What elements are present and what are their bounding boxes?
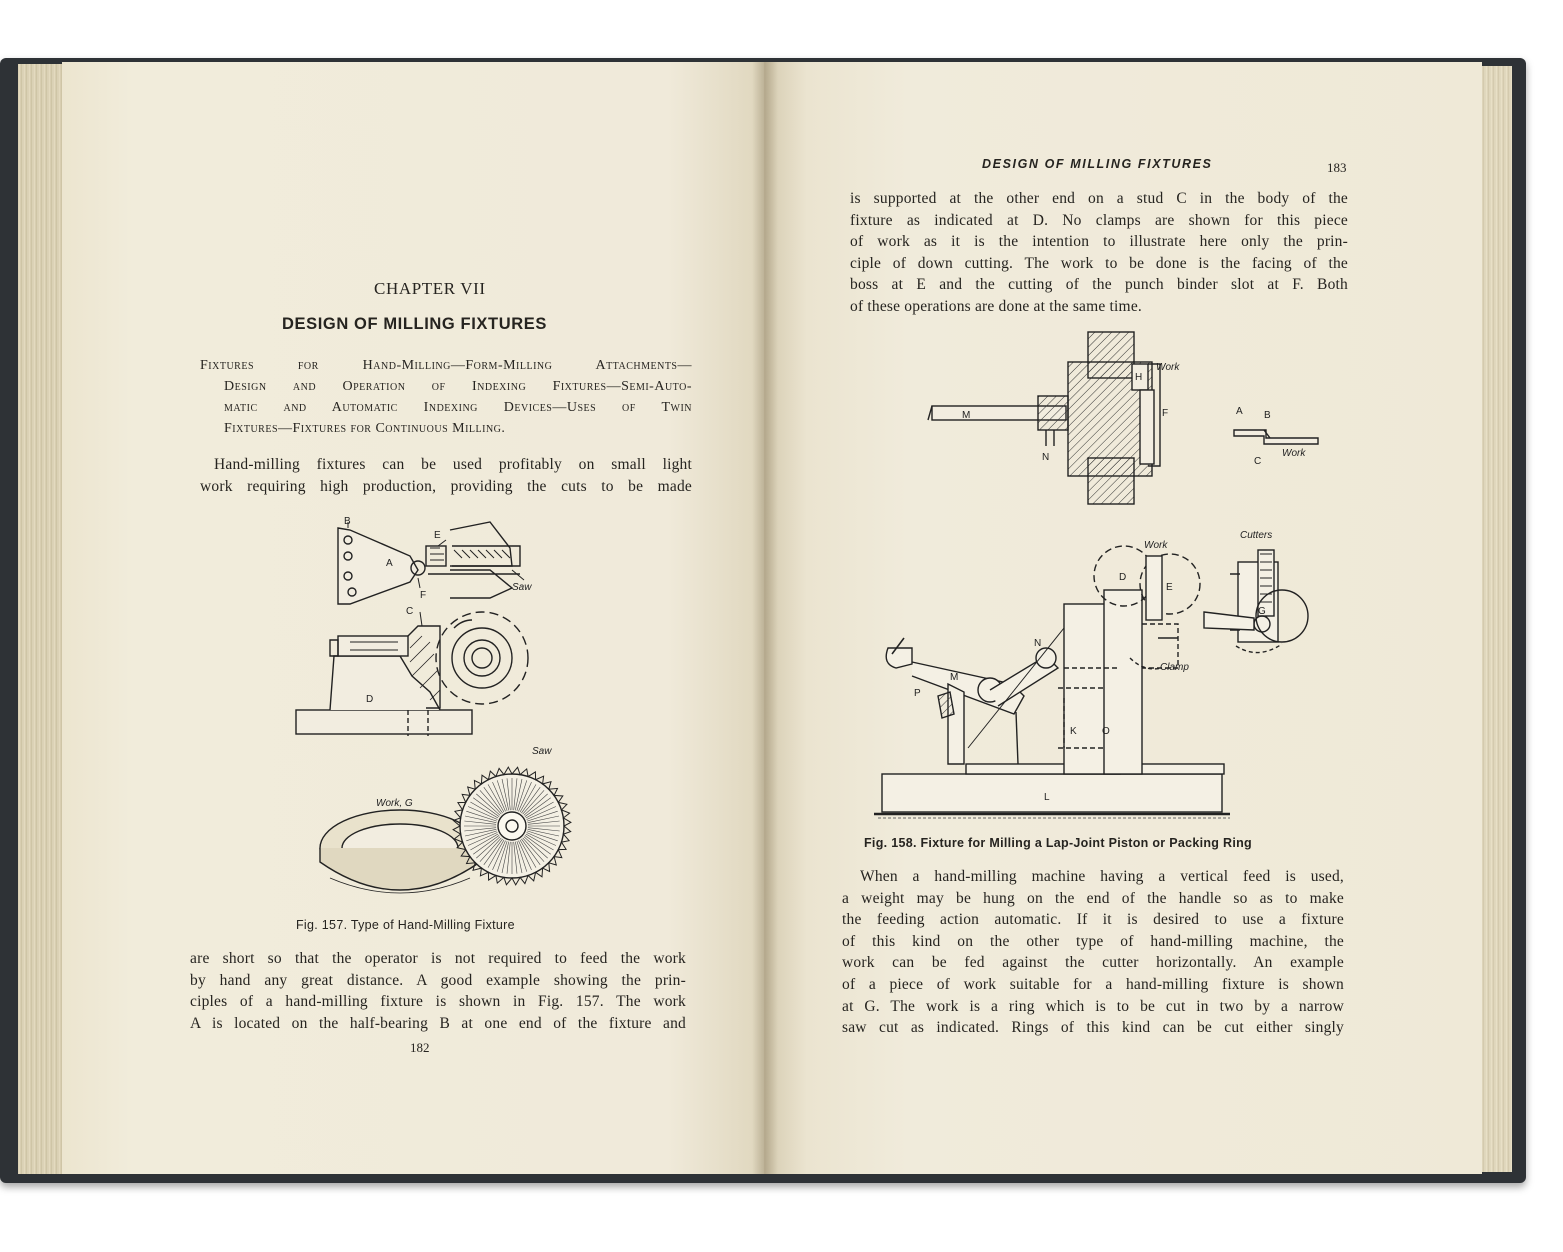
running-head: DESIGN OF MILLING FIXTURES <box>982 157 1213 171</box>
text-line: is supported at the other end on a stud C in the body of the <box>850 190 1348 207</box>
page-number-right: 183 <box>1327 160 1347 175</box>
figure-158 <box>878 328 1338 828</box>
fig158-label-cutters: Cutters <box>1240 530 1273 541</box>
fig158-label-K: K <box>1070 726 1077 737</box>
fig157-label-C: C <box>406 606 414 617</box>
text-line: a weight may be hung on the end of the handle so as to make <box>842 889 1344 907</box>
page-number-left: 182 <box>410 1040 430 1055</box>
fig157-label-F: F <box>420 590 427 601</box>
text-line: ciple of down cutting. The work to be done is the facing of the <box>850 254 1348 272</box>
fig158-label-L: L <box>1044 792 1050 803</box>
book-gutter <box>752 62 778 1174</box>
fig158-label-work-2: Work <box>1282 448 1306 459</box>
text-line: are short so that the operator is not required to feed the work <box>190 950 686 967</box>
fig157-caption: Fig. 157. Type of Hand-Milling Fixture <box>296 918 515 932</box>
text-line: Hand-milling fixtures can be used profitably on small light <box>214 456 692 473</box>
text-line: the feeding action automatic. If it is desired to use a fixture <box>842 911 1344 929</box>
text-line: work requiring high production, providing the cuts to be made <box>200 477 692 495</box>
fig157-label-E: E <box>434 530 441 541</box>
text-line: saw cut as indicated. Rings of this kind can be cut either singly <box>842 1019 1344 1037</box>
chapter-title: DESIGN OF MILLING FIXTURES <box>282 315 547 333</box>
fig158-label-C: C <box>1254 456 1262 467</box>
chapter-synopsis <box>200 355 692 439</box>
bottom-paragraph-right <box>842 866 1344 1039</box>
fig158-label-B: B <box>1264 410 1271 421</box>
synopsis-line: Design and Operation of Indexing Fixtures—Semi-Auto- <box>224 379 692 394</box>
fig157-label-work-g: Work, G <box>376 798 413 809</box>
fig158-label-N: N <box>1042 452 1050 463</box>
fig157-label-saw-2: Saw <box>532 746 552 757</box>
fig158-label-E: E <box>1166 582 1173 593</box>
fig158-label-clamp: Clamp <box>1160 662 1189 673</box>
text-line: boss at E and the cutting of the punch binder slot at F. Both <box>850 276 1348 294</box>
fig157-label-B: B <box>344 516 351 527</box>
text-line: When a hand-milling machine having a vertical feed is used, <box>860 868 1344 885</box>
figure-157 <box>290 508 590 918</box>
chapter-number: CHAPTER VII <box>374 279 486 298</box>
text-line: of a piece of work suitable for a hand-milling fixture is shown <box>842 975 1344 993</box>
fig158-label-O: O <box>1102 726 1110 737</box>
fig158-label-P: P <box>914 688 921 699</box>
text-line: work can be fed against the cutter horizontally. An example <box>842 954 1344 972</box>
fig158-label-work: Work <box>1156 362 1180 373</box>
text-line: by hand any great distance. A good example showing the prin- <box>190 971 686 989</box>
fig157-label-A: A <box>386 558 393 569</box>
fig158-caption: Fig. 158. Fixture for Milling a Lap-Joint Piston or Packing Ring <box>864 836 1252 850</box>
fig158-label-M: M <box>962 410 971 421</box>
fig158-label-D: D <box>1119 572 1127 583</box>
fig158-label-F: F <box>1162 408 1169 419</box>
text-line: of this kind on the other type of hand-milling machine, the <box>842 932 1344 950</box>
fig158-label-A: A <box>1236 406 1243 417</box>
fig158-label-work-3: Work <box>1144 540 1168 551</box>
top-paragraph-right <box>850 188 1348 318</box>
fig158-label-N-2: N <box>1034 638 1042 649</box>
synopsis-line: Fixtures for Hand-Milling—Form-Milling Attachments— <box>200 358 692 373</box>
synopsis-line: matic and Automatic Indexing Devices—Uses of Twin <box>224 400 692 415</box>
intro-paragraph <box>200 454 692 497</box>
synopsis-line: Fixtures—Fixtures for Continuous Milling. <box>224 421 506 436</box>
fig158-label-M-2: M <box>950 672 959 683</box>
text-line: of these operations are done at the same time. <box>850 297 1142 315</box>
text-line: fixture as indicated at D. No clamps are shown for this piece <box>850 211 1348 229</box>
fig157-label-D: D <box>366 694 374 705</box>
fig158-label-G: G <box>1258 606 1266 617</box>
text-line: ciples of a hand-milling fixture is shown in Fig. 157. The work <box>190 993 686 1011</box>
text-line: at G. The work is a ring which is to be cut in two by a narrow <box>842 997 1344 1015</box>
text-line: A is located on the half-bearing B at one end of the fixture and <box>190 1014 686 1032</box>
fig157-label-saw: Saw <box>512 582 532 593</box>
body-paragraph-left <box>190 948 686 1034</box>
text-line: of work as it is the intention to illustrate here only the prin- <box>850 233 1348 251</box>
fig158-label-H: H <box>1135 372 1143 383</box>
